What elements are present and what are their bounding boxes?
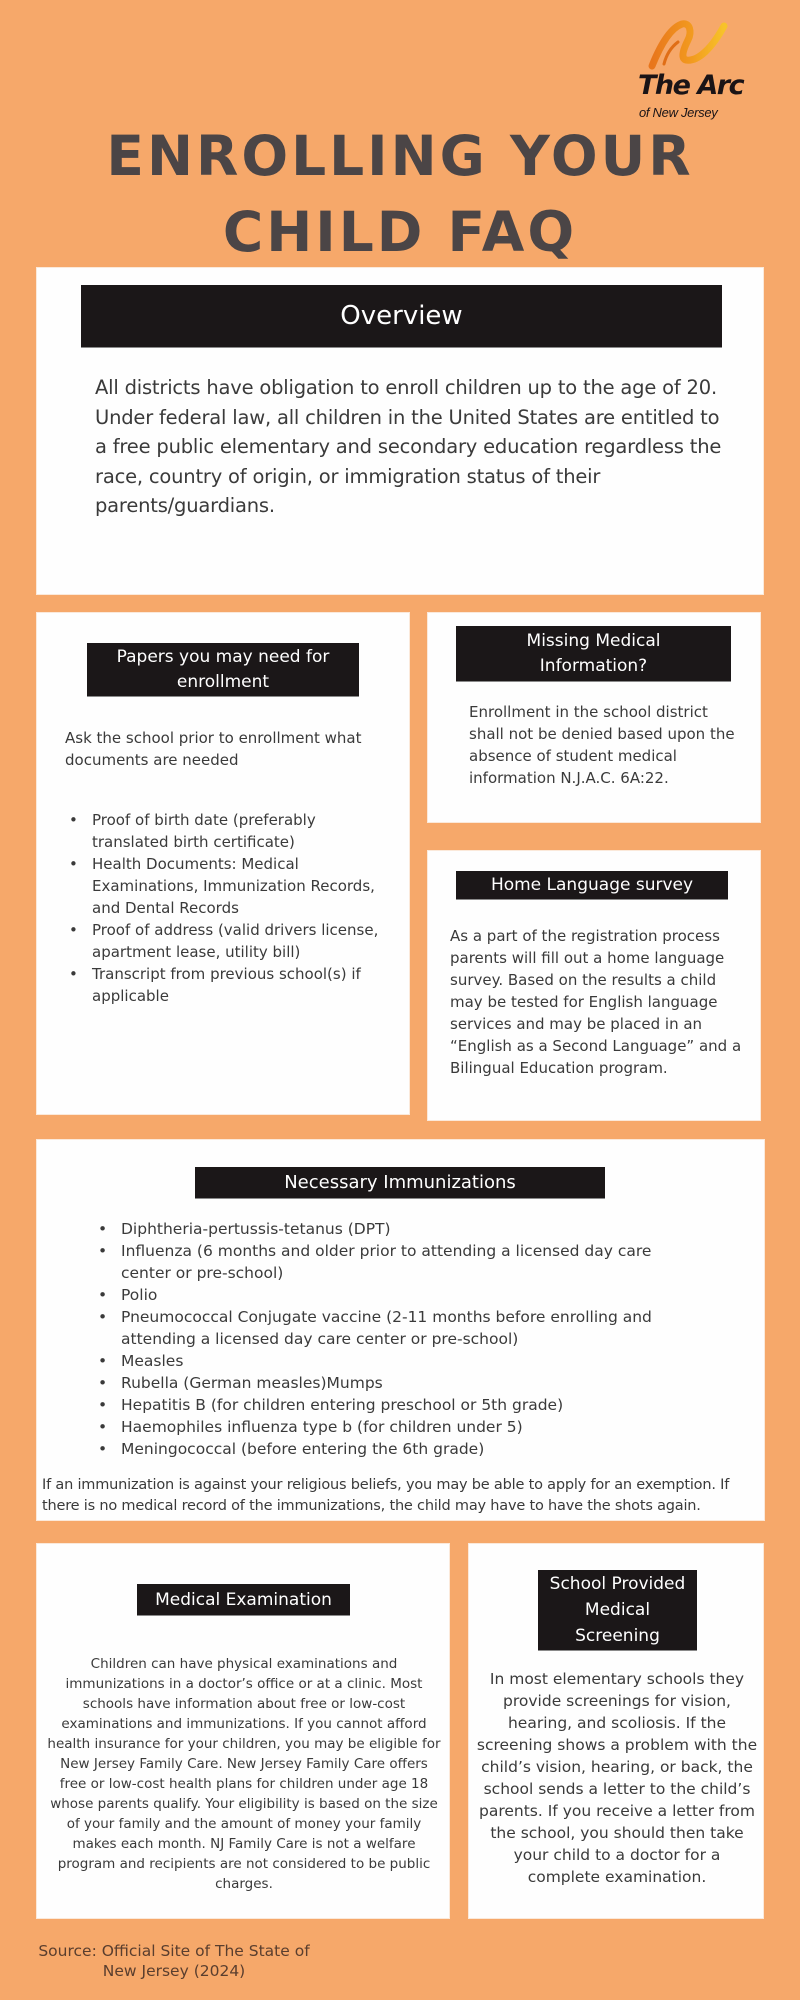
- the-arc-logo: [630, 18, 800, 118]
- screening-heading-text: School Provided Medical Screening: [549, 1574, 686, 1646]
- medical-exam-heading-text: Medical Examination: [155, 1589, 332, 1610]
- medical-exam-heading: [137, 1584, 350, 1616]
- immunizations-heading-text: Necessary Immunizations: [284, 1172, 516, 1193]
- papers-heading: [87, 643, 359, 697]
- missing-medical-heading: [456, 626, 731, 682]
- immunization-item: • Hepatitis B (for children entering preschool or 5th grade): [121, 1394, 691, 1416]
- immunization-item: • Measles: [121, 1350, 691, 1372]
- papers-list: [92, 809, 392, 1007]
- missing-medical-card: [427, 612, 761, 823]
- immunizations-card: [36, 1139, 765, 1521]
- immunizations-heading: [195, 1167, 605, 1199]
- home-language-body: As a part of the registration process parents will fill out a home language survey. Based on the results a child may be tested for English language services and may be placed in an “English as a Second Language” and a Bilingual Education program.: [450, 927, 742, 1077]
- logo-name: The Arc: [638, 70, 744, 101]
- home-language-heading: [456, 871, 728, 900]
- overview-heading: [81, 285, 722, 348]
- immunization-item: • Polio: [121, 1284, 691, 1306]
- immunization-item: • Pneumococcal Conjugate vaccine (2-11 months before enrolling and attending a licensed day care center or pre-school): [121, 1306, 691, 1350]
- immunization-item: • Haemophiles influenza type b (for children under 5): [121, 1416, 691, 1438]
- home-language-card: [427, 850, 761, 1121]
- missing-medical-body: Enrollment in the school district shall not be denied based upon the absence of student medical information N.J.A.C. 6A:22.: [469, 703, 735, 787]
- papers-item: • Transcript from previous school(s) if applicable: [92, 963, 392, 1007]
- papers-heading-text: Papers you may need for enrollment: [116, 646, 330, 692]
- medical-exam-body: Children can have physical examinations and immunizations in a doctor’s office or at a clinic. Most schools have information about free or low-cost examinations and immunizations. If you cannot afford health insurance for your children, you may be eligible for New Jersey Family Care. New Jersey Family Care offers free or low-cost health plans for children under age 18 whose parents qualify. Your eligibility is based on the size of your family and the amount of money your family makes each month. NJ Family Care is not a welfare program and recipients are not considered to be public charges.: [47, 1656, 441, 1892]
- home-language-heading-text: Home Language survey: [490, 875, 694, 895]
- screening-heading: [538, 1570, 697, 1651]
- immunization-item: • Diphtheria-pertussis-tetanus (DPT): [121, 1218, 691, 1240]
- title-line-2: CHILD FAQ: [222, 200, 578, 264]
- papers-item: • Health Documents: Medical Examinations, Immunization Records, and Dental Records: [92, 853, 392, 919]
- medical-exam-card: [36, 1543, 450, 1919]
- title-line-1: ENROLLING YOUR: [106, 124, 694, 188]
- screening-body: In most elementary schools they provide screenings for vision, hearing, and scoliosis. If the screening shows a problem with the child’s vision, hearing, or back, the school sends a letter to the child’s parents. If you receive a letter from the school, you should then take your child to a doctor for a complete examination.: [476, 1670, 758, 1886]
- immunization-item: • Meningococcal (before entering the 6th grade): [121, 1438, 691, 1460]
- arc-swoosh-icon: [640, 18, 800, 78]
- logo-subtitle: of New Jersey: [639, 105, 718, 120]
- source-citation: Source: Official Site of The State of New Jersey (2024): [38, 1942, 310, 1980]
- missing-medical-heading-text: Missing Medical Information?: [526, 630, 661, 676]
- overview-heading-text: Overview: [340, 301, 463, 331]
- immunizations-list: [121, 1218, 691, 1460]
- immunization-item: • Influenza (6 months and older prior to attending a licensed day care center or pre-school): [121, 1240, 691, 1284]
- papers-intro: Ask the school prior to enrollment what documents are needed: [65, 729, 362, 769]
- immunizations-note: If an immunization is against your religious beliefs, you may be able to apply for an exemption. If there is no medical record of the immunizations, the child may have to have the shots again.: [42, 1477, 730, 1514]
- papers-card: [36, 612, 410, 1115]
- screening-card: [468, 1543, 764, 1919]
- immunization-item: • Rubella (German measles)Mumps: [121, 1372, 691, 1394]
- overview-body: All districts have obligation to enroll children up to the age of 20. Under federal law, all children in the United States are entitled to a free public elementary and secondary education regardless the race, country of origin, or immigration status of their parents/guardians.: [95, 376, 722, 517]
- papers-item: • Proof of birth date (preferably translated birth certificate): [92, 809, 392, 853]
- page-title: [0, 118, 800, 270]
- overview-card: [36, 267, 764, 595]
- papers-item: • Proof of address (valid drivers license, apartment lease, utility bill): [92, 919, 392, 963]
